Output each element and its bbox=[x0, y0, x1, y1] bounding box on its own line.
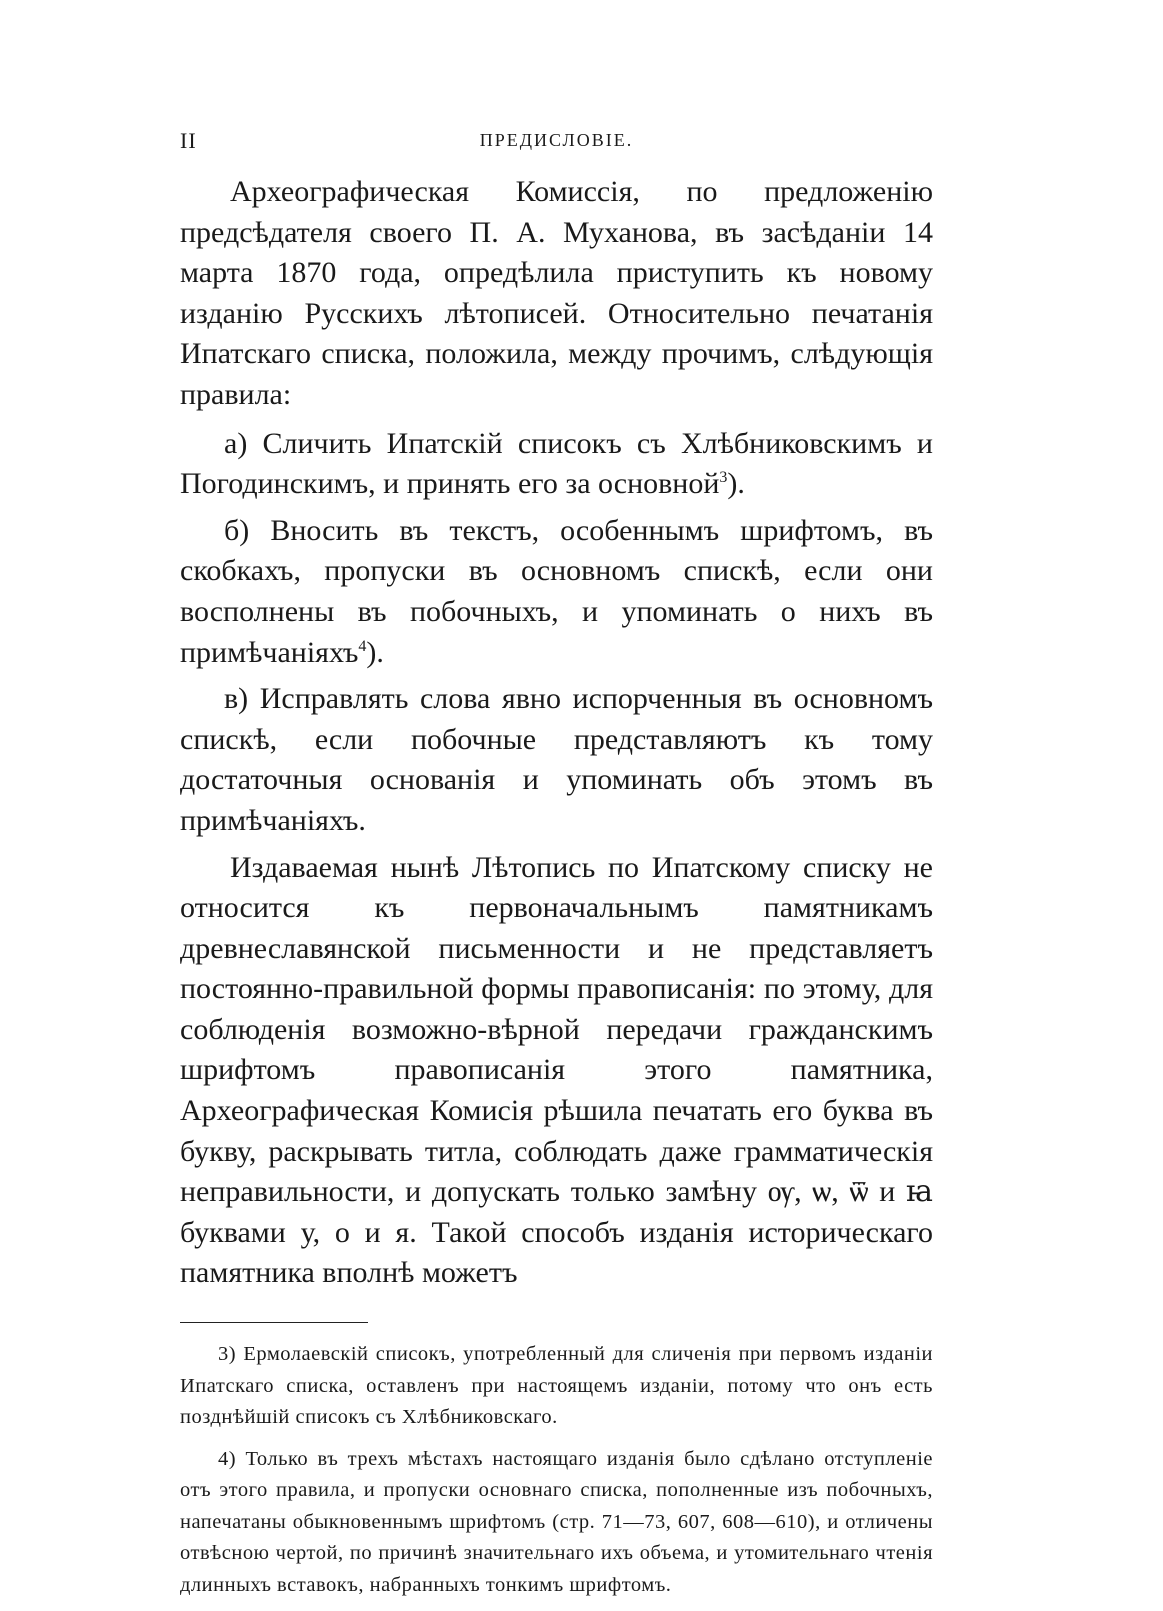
second-paragraph: Издаваемая нынѣ Лѣтопись по Ипатскому списку не относится къ первоначальнымъ памятникамъ древнеславянской письменности и не представляетъ постоянно-правильной формы правописанія: по этому, для соблюденія возможно-вѣрной передачи гражданскимъ шрифтомъ правописанія этого памятника, Археографическая Комисія рѣшила печатать его буква въ букву, раскрывать титла, соблюдать даже грамматическія неправильности, и допускать только замѣну ѹ, ѡ, ѿ и ꙗ буквами у, о и я. Такой способъ изданія историческаго памятника вполнѣ можетъ bbox=[180, 850, 933, 1290]
footnote-3: 3) Ермолаевскій списокъ, употребленный для сличенія при первомъ изданіи Ипатскаго списка, оставленъ при настоящемъ изданіи, потому что онъ есть позднѣйшій списокъ съ Хлѣбниковскаго. bbox=[180, 1343, 933, 1429]
rule-b-end: ). bbox=[366, 635, 384, 669]
rule-a-paragraph bbox=[180, 424, 933, 505]
rule-a-end: ). bbox=[727, 467, 745, 501]
footnote-divider bbox=[180, 1322, 368, 1323]
rule-a-text: а) Сличить Ипатскій списокъ съ Хлѣбниковскимъ и Погодинскимъ, и принять его за основной bbox=[180, 426, 933, 501]
footnotes bbox=[180, 1339, 933, 1601]
rule-b-text: б) Вносить въ текстъ, особеннымъ шрифтомъ, въ скобкахъ, пропуски въ основномъ спискѣ, если они восполнены въ побочныхъ, и упоминать о нихъ въ примѣчаніяхъ bbox=[180, 513, 933, 669]
footnote-4: 4) Только въ трехъ мѣстахъ настоящаго изданія было сдѣлано отступленіе отъ этого правила, и пропуски основнаго списка, пополненные изъ побочныхъ, напечатаны обыкновеннымъ шрифтомъ (стр. 71—73, 607, 608—610), и отличены отвѣсною чертой, по причинѣ значительнаго ихъ объема, и утомительнаго чтенія длинныхъ вставокъ, набранныхъ тонкимъ шрифтомъ. bbox=[180, 1447, 933, 1596]
rule-v-paragraph: в) Исправлять слова явно испорченныя въ основномъ спискѣ, если побочные представляютъ къ тому достаточныя основанія и упоминать объ этомъ въ примѣчаніяхъ. bbox=[180, 682, 933, 837]
section-title: ПРЕДИСЛОВІЕ. bbox=[479, 130, 634, 150]
book-page bbox=[180, 120, 933, 1611]
running-head bbox=[180, 120, 933, 160]
intro-paragraph: Археографическая Комиссія, по предложенію предсѣдателя своего П. А. Муханова, въ засѣданіи 14 марта 1870 года, опредѣлила приступить къ новому изданію Русскихъ лѣтописей. Относительно печатанія Ипатскаго списка, положила, между прочимъ, слѣдующія правила: bbox=[180, 175, 933, 411]
page-number: II bbox=[180, 128, 197, 153]
footnote-ref-4: 4 bbox=[358, 637, 367, 655]
footnote-ref-3: 3 bbox=[719, 469, 728, 487]
rule-b-paragraph bbox=[180, 511, 933, 673]
main-text bbox=[180, 172, 933, 1294]
